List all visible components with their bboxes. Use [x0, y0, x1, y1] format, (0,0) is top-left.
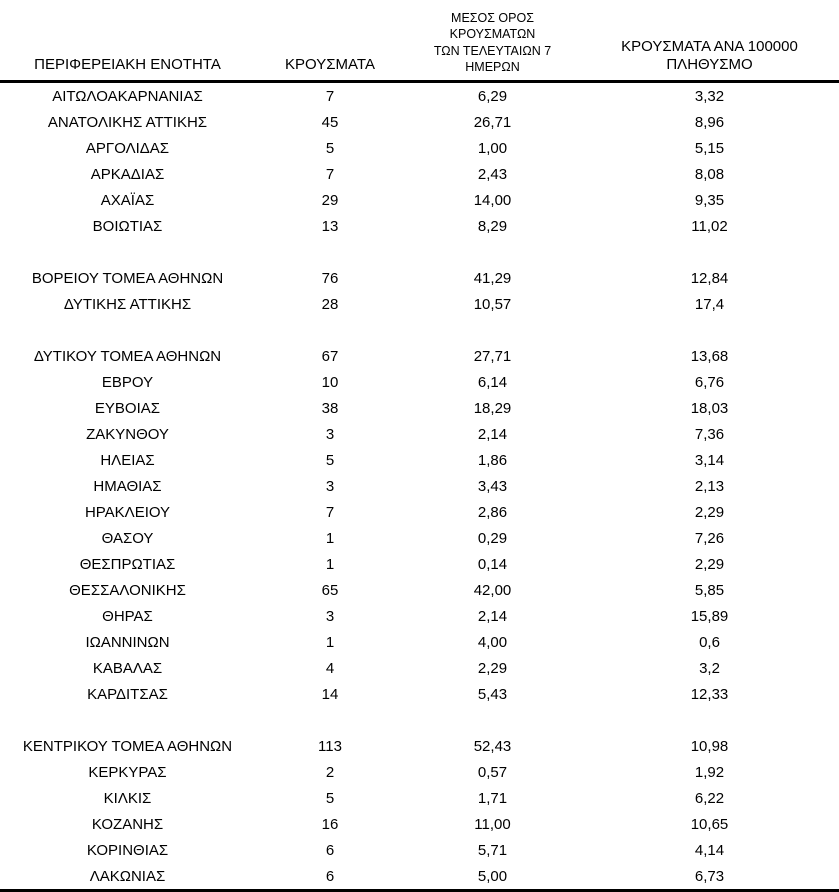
table-row [0, 525, 839, 551]
avg7-cell: 0,14 [477, 555, 508, 573]
per100k-cell: 6,22 [694, 789, 725, 807]
avg7-cell: 6,14 [477, 373, 508, 391]
table-row [0, 811, 839, 837]
cases-cell: 5 [325, 451, 335, 469]
table-row [0, 681, 839, 707]
table-row [0, 265, 839, 291]
per100k-cell: 1,92 [694, 763, 725, 781]
spacer-row [0, 317, 839, 343]
per100k-cell: 2,29 [694, 555, 725, 573]
avg7-cell: 1,71 [477, 789, 508, 807]
avg7-cell: 3,43 [477, 477, 508, 495]
cases-cell: 10 [321, 373, 339, 391]
table-row [0, 759, 839, 785]
avg7-cell: 26,71 [473, 113, 512, 131]
table-row [0, 499, 839, 525]
avg7-cell: 2,14 [477, 425, 508, 443]
cases-cell: 38 [321, 399, 339, 417]
region-cell: ΘΕΣΠΡΩΤΙΑΣ [79, 555, 176, 573]
region-cell: ΒΟΡΕΙΟΥ ΤΟΜΕΑ ΑΘΗΝΩΝ [31, 269, 224, 287]
region-cell: ΑΡΚΑΔΙΑΣ [90, 165, 165, 183]
per100k-cell: 2,29 [694, 503, 725, 521]
avg7-cell: 2,14 [477, 607, 508, 625]
avg7-cell: 52,43 [473, 737, 512, 755]
per100k-cell: 7,26 [694, 529, 725, 547]
per100k-cell: 10,98 [690, 737, 729, 755]
per100k-cell: 12,84 [690, 269, 729, 287]
spacer-cell [0, 317, 839, 343]
spacer-cell [0, 707, 839, 733]
spacer-row [0, 239, 839, 265]
avg7-cell: 5,71 [477, 841, 508, 859]
cases-cell: 4 [325, 659, 335, 677]
header-row [0, 0, 839, 82]
table-row [0, 473, 839, 499]
per100k-cell: 6,73 [694, 867, 725, 885]
avg7-cell: 2,86 [477, 503, 508, 521]
table-row [0, 577, 839, 603]
avg7-cell: 27,71 [473, 347, 512, 365]
table-row [0, 291, 839, 317]
cases-cell: 2 [325, 763, 335, 781]
table-row [0, 551, 839, 577]
region-cell: ΚΟΖΑΝΗΣ [91, 815, 164, 833]
region-cell: ΕΥΒΟΙΑΣ [94, 399, 161, 417]
cases-cell: 6 [325, 841, 335, 859]
avg7-cell: 1,86 [477, 451, 508, 469]
per100k-cell: 5,85 [694, 581, 725, 599]
avg7-cell: 4,00 [477, 633, 508, 651]
cases-cell: 29 [321, 191, 339, 209]
cases-cell: 16 [321, 815, 339, 833]
per100k-cell: 5,15 [694, 139, 725, 157]
cases-cell: 67 [321, 347, 339, 365]
region-cell: ΖΑΚΥΝΘΟΥ [86, 425, 169, 443]
avg7-cell: 14,00 [473, 191, 512, 209]
cases-cell: 3 [325, 477, 335, 495]
avg7-cell: 8,29 [477, 217, 508, 235]
region-cell: ΚΑΡΔΙΤΣΑΣ [87, 685, 168, 703]
avg7-cell: 0,57 [477, 763, 508, 781]
per100k-cell: 8,96 [694, 113, 725, 131]
col-header-avg7 [405, 0, 580, 82]
table-row [0, 863, 839, 891]
col-header-region-label: ΠΕΡΙΦΕΡΕΙΑΚΗ ΕΝΟΤΗΤΑ [34, 56, 221, 74]
region-cell: ΗΛΕΙΑΣ [100, 451, 155, 469]
cases-cell: 7 [325, 503, 335, 521]
region-cell: ΚΟΡΙΝΘΙΑΣ [86, 841, 169, 859]
avg7-cell: 2,29 [477, 659, 508, 677]
table-row [0, 213, 839, 239]
avg7-cell: 5,00 [477, 867, 508, 885]
per100k-cell: 18,03 [690, 399, 729, 417]
table-row [0, 395, 839, 421]
cases-cell: 14 [321, 685, 339, 703]
table-row [0, 421, 839, 447]
per100k-cell: 11,02 [691, 217, 728, 235]
region-cell: ΚΑΒΑΛΑΣ [92, 659, 163, 677]
per100k-cell: 3,32 [694, 87, 725, 105]
cases-cell: 7 [325, 165, 335, 183]
table-row [0, 655, 839, 681]
region-cell: ΘΑΣΟΥ [101, 529, 154, 547]
avg7-cell: 0,29 [477, 529, 508, 547]
cases-cell: 1 [325, 633, 335, 651]
region-cell: ΕΒΡΟΥ [101, 373, 154, 391]
table-row [0, 369, 839, 395]
region-cell: ΑΙΤΩΛΟΑΚΑΡΝΑΝΙΑΣ [52, 87, 203, 105]
cases-cell: 13 [321, 217, 339, 235]
col-header-cases [255, 0, 405, 82]
table-row [0, 343, 839, 369]
cases-cell: 113 [318, 737, 342, 755]
table-row [0, 603, 839, 629]
table-row [0, 109, 839, 135]
region-cell: ΑΡΓΟΛΙΔΑΣ [85, 139, 170, 157]
cases-cell: 3 [325, 607, 335, 625]
col-header-avg7-label-line1: ΜΕΣΟΣ ΟΡΟΣ ΚΡΟΥΣΜΑΤΩΝ [449, 11, 536, 42]
per100k-cell: 4,14 [694, 841, 725, 859]
table-row [0, 82, 839, 110]
per100k-cell: 15,89 [690, 607, 729, 625]
avg7-cell: 2,43 [477, 165, 508, 183]
region-cell: ΗΜΑΘΙΑΣ [93, 477, 162, 495]
per100k-cell: 3,14 [694, 451, 725, 469]
col-header-per100k [580, 0, 839, 82]
table-body [0, 82, 839, 891]
avg7-cell: 6,29 [477, 87, 508, 105]
spacer-row [0, 707, 839, 733]
table-row [0, 447, 839, 473]
avg7-cell: 42,00 [473, 581, 512, 599]
region-cell: ΔΥΤΙΚΟΥ ΤΟΜΕΑ ΑΘΗΝΩΝ [33, 347, 222, 365]
region-cell: ΗΡΑΚΛΕΙΟΥ [84, 503, 171, 521]
table-row [0, 187, 839, 213]
table-row [0, 135, 839, 161]
per100k-cell: 17,4 [694, 295, 725, 313]
per100k-cell: 10,65 [690, 815, 729, 833]
table-row [0, 837, 839, 863]
cases-cell: 5 [325, 139, 335, 157]
cases-cell: 1 [325, 529, 335, 547]
region-cell: ΚΕΡΚΥΡΑΣ [88, 763, 167, 781]
region-cell: ΑΝΑΤΟΛΙΚΗΣ ΑΤΤΙΚΗΣ [47, 113, 208, 131]
per100k-cell: 7,36 [694, 425, 725, 443]
table-row [0, 629, 839, 655]
avg7-cell: 10,57 [473, 295, 512, 313]
cases-cell: 1 [325, 555, 335, 573]
col-header-region [0, 0, 255, 82]
col-header-per100k-label-line1: ΚΡΟΥΣΜΑΤΑ ΑΝΑ 100000 [621, 37, 798, 55]
spacer-cell [0, 239, 839, 265]
avg7-cell: 11,00 [474, 815, 511, 833]
per100k-cell: 13,68 [690, 347, 729, 365]
region-cell: ΚΙΛΚΙΣ [103, 789, 152, 807]
cases-cell: 6 [325, 867, 335, 885]
avg7-cell: 18,29 [473, 399, 512, 417]
col-header-per100k-label-line2: ΠΛΗΘΥΣΜΟ [666, 56, 753, 74]
region-cell: ΛΑΚΩΝΙΑΣ [89, 867, 166, 885]
cases-cell: 3 [325, 425, 335, 443]
table-row [0, 785, 839, 811]
region-cell: ΚΕΝΤΡΙΚΟΥ ΤΟΜΕΑ ΑΘΗΝΩΝ [22, 737, 233, 755]
per100k-cell: 9,35 [694, 191, 725, 209]
cases-cell: 65 [321, 581, 339, 599]
table-row [0, 733, 839, 759]
cases-cell: 5 [325, 789, 335, 807]
col-header-avg7-label-line2: ΤΩΝ ΤΕΛΕΥΤΑΙΩΝ 7 ΗΜΕΡΩΝ [433, 43, 552, 74]
region-cell: ΒΟΙΩΤΙΑΣ [92, 217, 163, 235]
per100k-cell: 2,13 [694, 477, 725, 495]
region-cell: ΑΧΑΪΑΣ [100, 191, 155, 209]
region-cell: ΘΗΡΑΣ [102, 607, 153, 625]
per100k-cell: 0,6 [699, 633, 720, 651]
cases-cell: 45 [321, 113, 339, 131]
region-cell: ΙΩΑΝΝΙΝΩΝ [85, 633, 170, 651]
col-header-cases-label: ΚΡΟΥΣΜΑΤΑ [285, 56, 375, 74]
cases-cell: 28 [321, 295, 339, 313]
per100k-cell: 12,33 [690, 685, 729, 703]
region-cell: ΔΥΤΙΚΗΣ ΑΤΤΙΚΗΣ [63, 295, 192, 313]
per100k-cell: 3,2 [699, 659, 720, 677]
per100k-cell: 8,08 [694, 165, 725, 183]
per100k-cell: 6,76 [694, 373, 725, 391]
avg7-cell: 5,43 [477, 685, 508, 703]
cases-cell: 76 [321, 269, 339, 287]
cases-cell: 7 [325, 87, 335, 105]
table-row [0, 161, 839, 187]
table-header [0, 0, 839, 82]
avg7-cell: 41,29 [473, 269, 512, 287]
region-cell: ΘΕΣΣΑΛΟΝΙΚΗΣ [69, 581, 186, 599]
avg7-cell: 1,00 [477, 139, 508, 157]
